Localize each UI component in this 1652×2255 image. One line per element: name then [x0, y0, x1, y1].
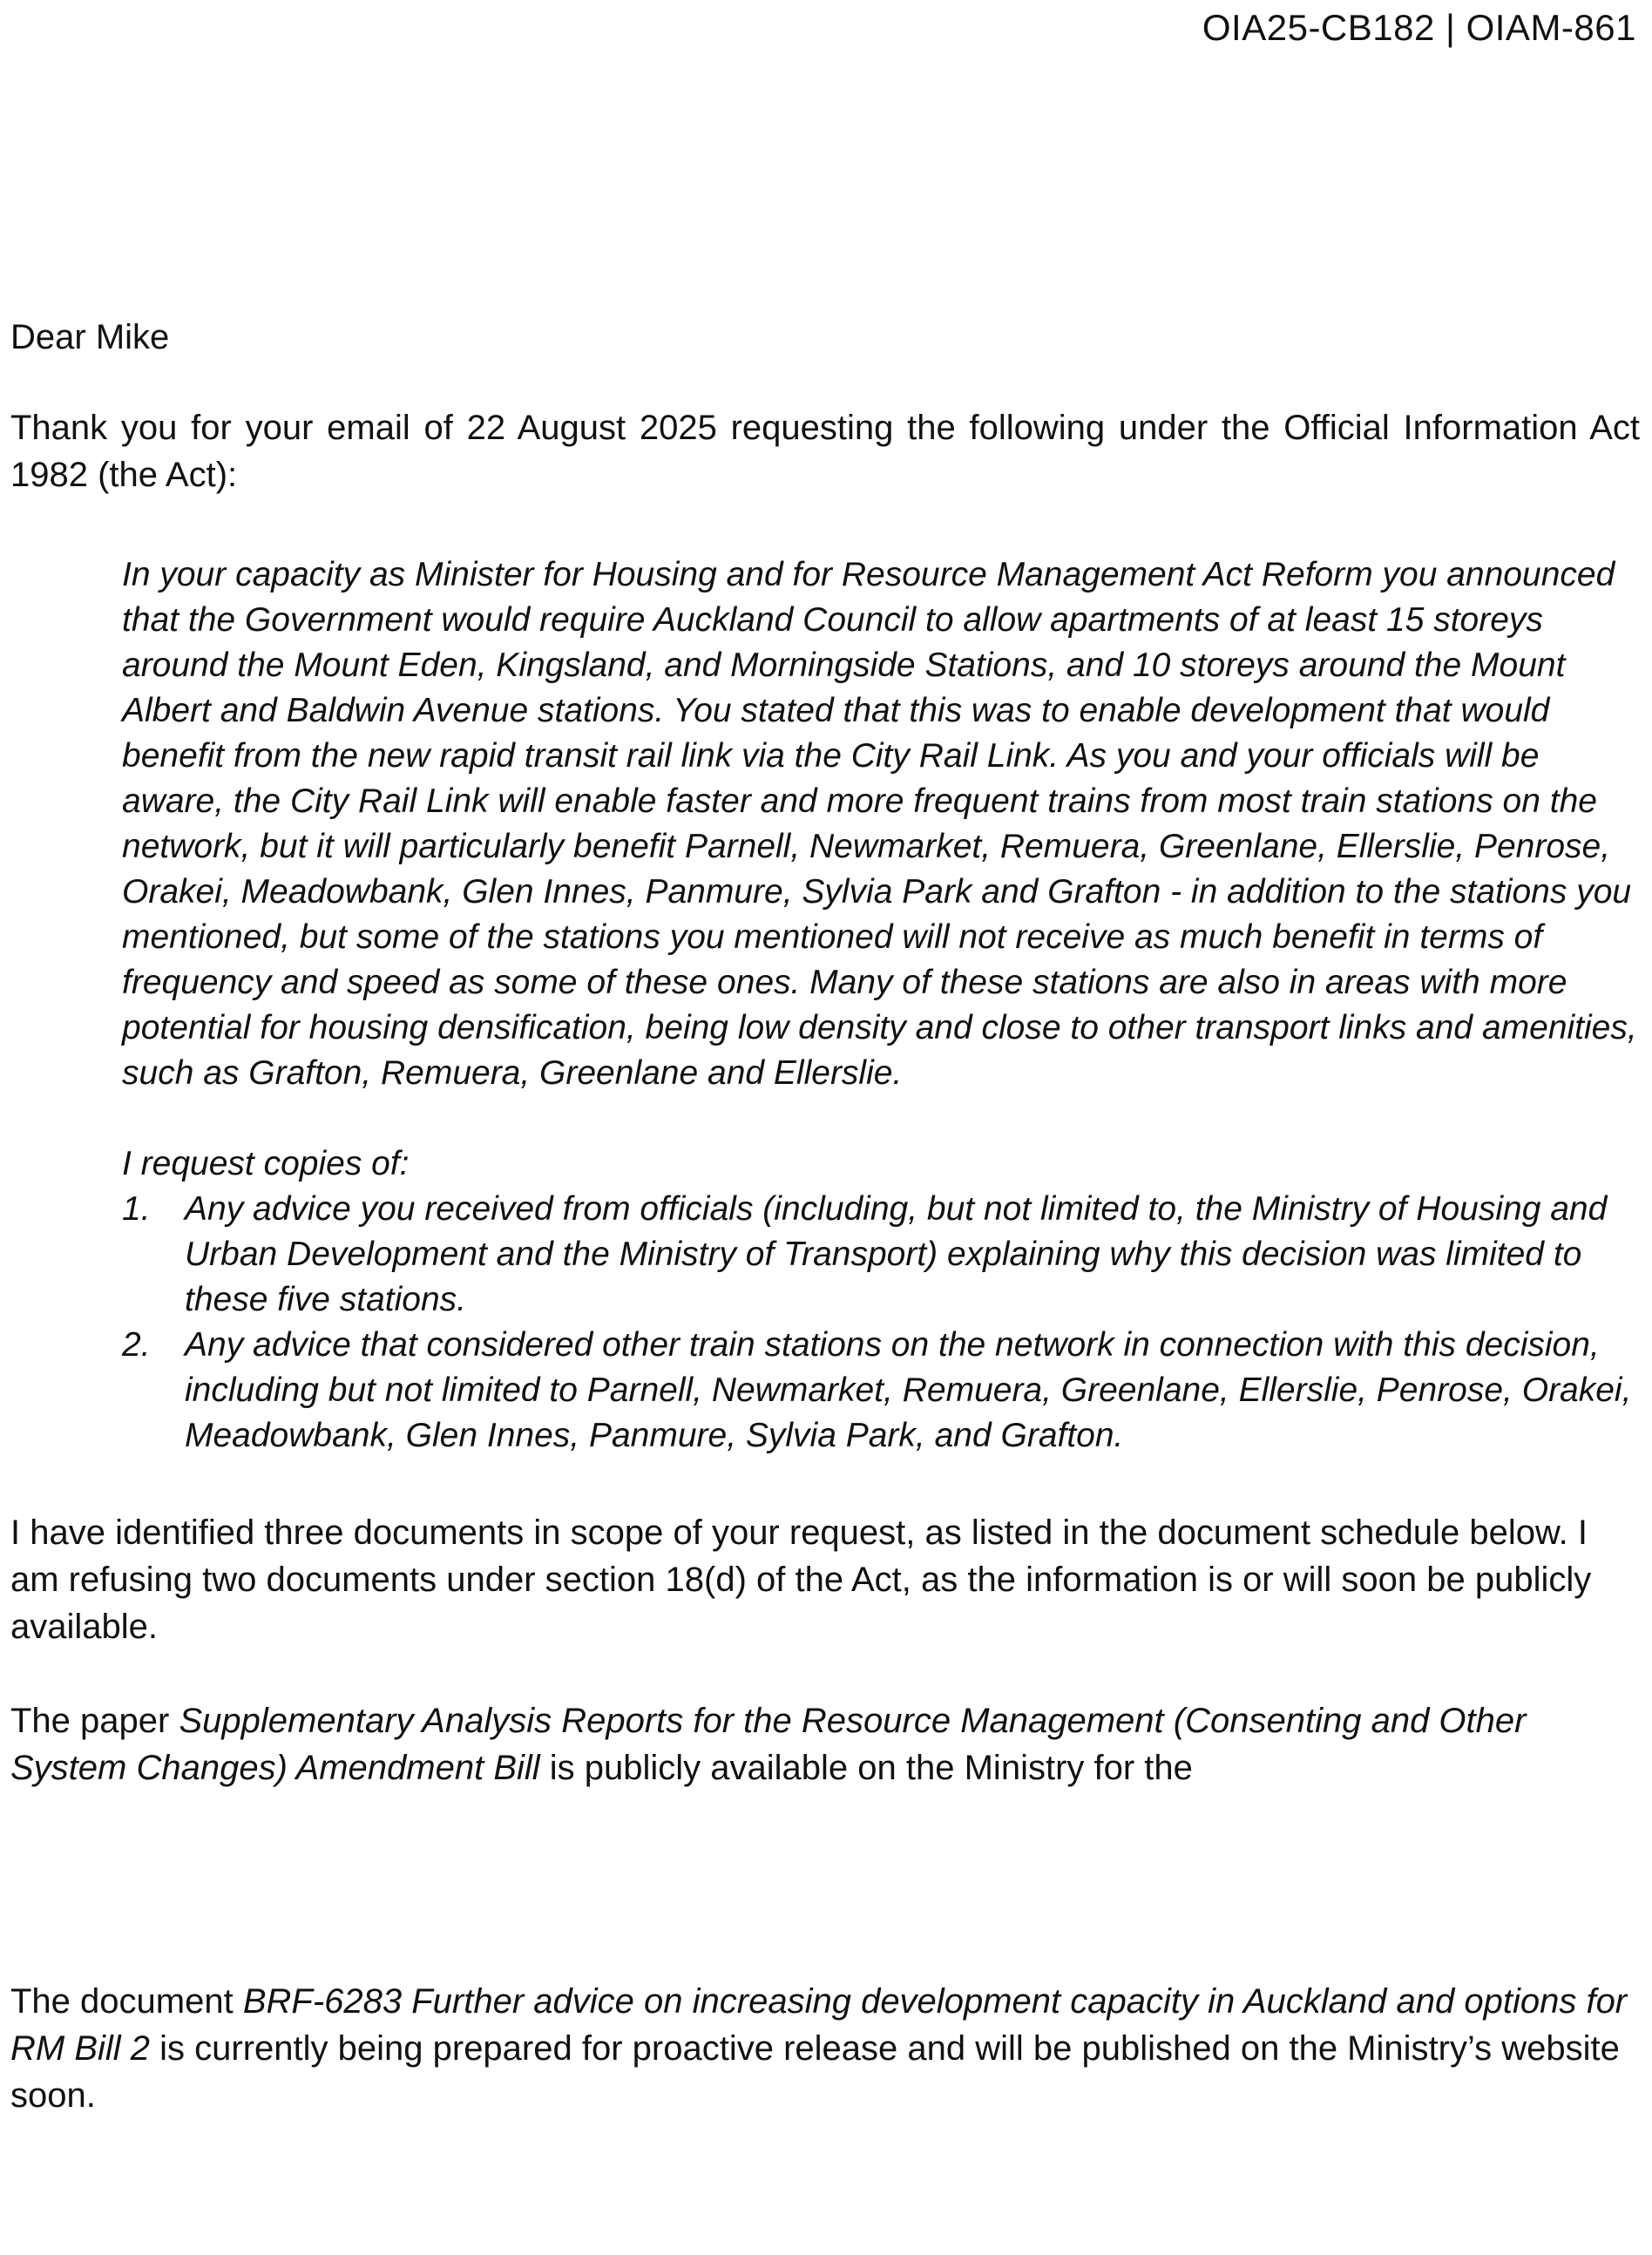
redaction-gap	[10, 1839, 1640, 1978]
list-item-number: 2.	[122, 1326, 151, 1364]
letter-body	[10, 314, 1640, 2166]
intro-paragraph: Thank you for your email of 22 August 2025 requesting the following under the Official Information Act 1982 (the Act):	[10, 409, 1640, 494]
quoted-request	[122, 552, 1638, 1459]
list-item-text: Any advice that considered other train stations on the network in connection with this decision, including but not limited to Parnell, Newmarket, Remuera, Greenlane, Ellerslie, Penrose, Orakei, Meadowbank, Glen Innes, Panmure, Sylvia Park, and Grafton.	[185, 1326, 1632, 1454]
salutation: Dear Mike	[10, 318, 170, 356]
list-item-text: Any advice you received from officials (including, but not limited to, the Ministry of Housing and Urban Development and the Ministry of Transport) explaining why this decision was limited to these five stations.	[185, 1190, 1608, 1318]
request-paragraph: In your capacity as Minister for Housing and for Resource Management Act Reform you announced that the Government would require Auckland Council to allow apartments of at least 15 storeys around the Mount Eden, Kingsland, and Morningside Stations, and 10 storeys around the Mount Albert and Baldwin Avenue stations. You stated that this was to enable development that would benefit from the new rapid transit rail link via the City Rail Link. As you and your officials will be aware, the City Rail Link will enable faster and more frequent trains from most train stations on the network, but it will particularly benefit Parnell, Newmarket, Remuera, Greenlane, Ellerslie, Penrose, Orakei, Meadowbank, Glen Innes, Panmure, Sylvia Park and Grafton - in addition to the stations you mentioned, but some of the stations you mentioned will not receive as much benefit in terms of frequency and speed as some of these ones. Many of these stations are also in areas with more potential for housing densification, being low density and close to other transport links and amenities, such as Grafton, Remuera, Greenlane and Ellerslie.	[122, 556, 1637, 1092]
request-list	[122, 1187, 1638, 1459]
response-text: is publicly available on the Ministry for the	[539, 1749, 1193, 1787]
response-paragraph	[10, 1978, 1640, 2119]
response-text: The document	[10, 1982, 243, 2021]
list-item	[122, 1187, 1638, 1323]
response-section	[10, 1509, 1640, 2119]
document-title: Supplementary Analysis Reports for the Resource Management (Consenting and Other System Changes) Amendment Bill	[10, 1702, 1527, 1787]
response-paragraph: I have identified three documents in scope of your request, as listed in the document schedule below. I am refusing two documents under section 18(d) of the Act, as the information is or will soon be publicly available.	[10, 1513, 1592, 1646]
response-text: is currently being prepared for proactive release and will be published on the Ministry’s website soon.	[10, 2029, 1620, 2115]
response-paragraph	[10, 1697, 1640, 1791]
document-reference: OIA25-CB182 | OIAM-861	[1202, 7, 1636, 48]
document-title: BRF-6283 Further advice on increasing development capacity in Auckland and options for RM Bill 2	[10, 1982, 1628, 2068]
response-text: The paper	[10, 1702, 179, 1740]
request-lead: I request copies of:	[122, 1145, 410, 1182]
list-item	[122, 1323, 1638, 1459]
list-item-number: 1.	[122, 1190, 151, 1228]
